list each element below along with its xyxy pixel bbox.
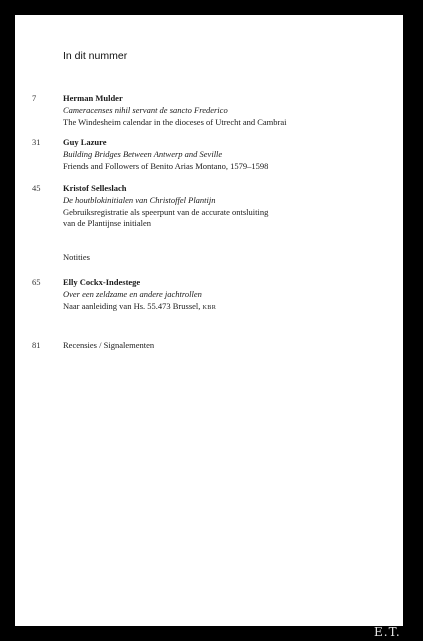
article-subtitle: Friends and Followers of Benito Arias Montano, 1579–1598	[63, 160, 269, 171]
page-number: 7	[32, 93, 37, 103]
page-heading: In dit nummer	[63, 50, 128, 62]
section-label-notities: Notities	[63, 252, 90, 262]
article-subtitle: Gebruiksregistratie als speerpunt van de accurate ontsluiting	[63, 206, 269, 217]
author-name: Elly Cockx-Indestege	[63, 277, 141, 287]
article-subtitle	[63, 301, 399, 314]
article-title: Over een zeldzame en andere jachtrollen	[63, 288, 202, 299]
article-subtitle-text: Naar aanleiding van Hs. 55.473 Brussel,	[63, 300, 201, 311]
page-number: 31	[32, 137, 41, 147]
article-title: Cameracenses nihil servant de sancto Frederico	[63, 104, 228, 115]
article-title: Building Bridges Between Antwerp and Seville	[63, 148, 223, 159]
author-name: Herman Mulder	[63, 93, 123, 103]
author-name: Kristof Selleslach	[63, 183, 127, 193]
page-number: 45	[32, 183, 41, 193]
watermark: E.T.	[374, 625, 401, 639]
section-title: Recensies / Signalementen	[63, 340, 155, 350]
page-number: 65	[32, 277, 41, 287]
document-page	[15, 15, 403, 626]
institution-abbreviation: KBR	[202, 303, 217, 311]
article-subtitle: The Windesheim calendar in the dioceses of Utrecht and Cambrai	[63, 116, 287, 127]
page-number: 81	[32, 340, 41, 350]
author-name: Guy Lazure	[63, 137, 107, 147]
article-title: De houtblokinitialen van Christoffel Plantijn	[63, 194, 216, 205]
article-subtitle-continued: van de Plantijnse initialen	[63, 218, 152, 229]
